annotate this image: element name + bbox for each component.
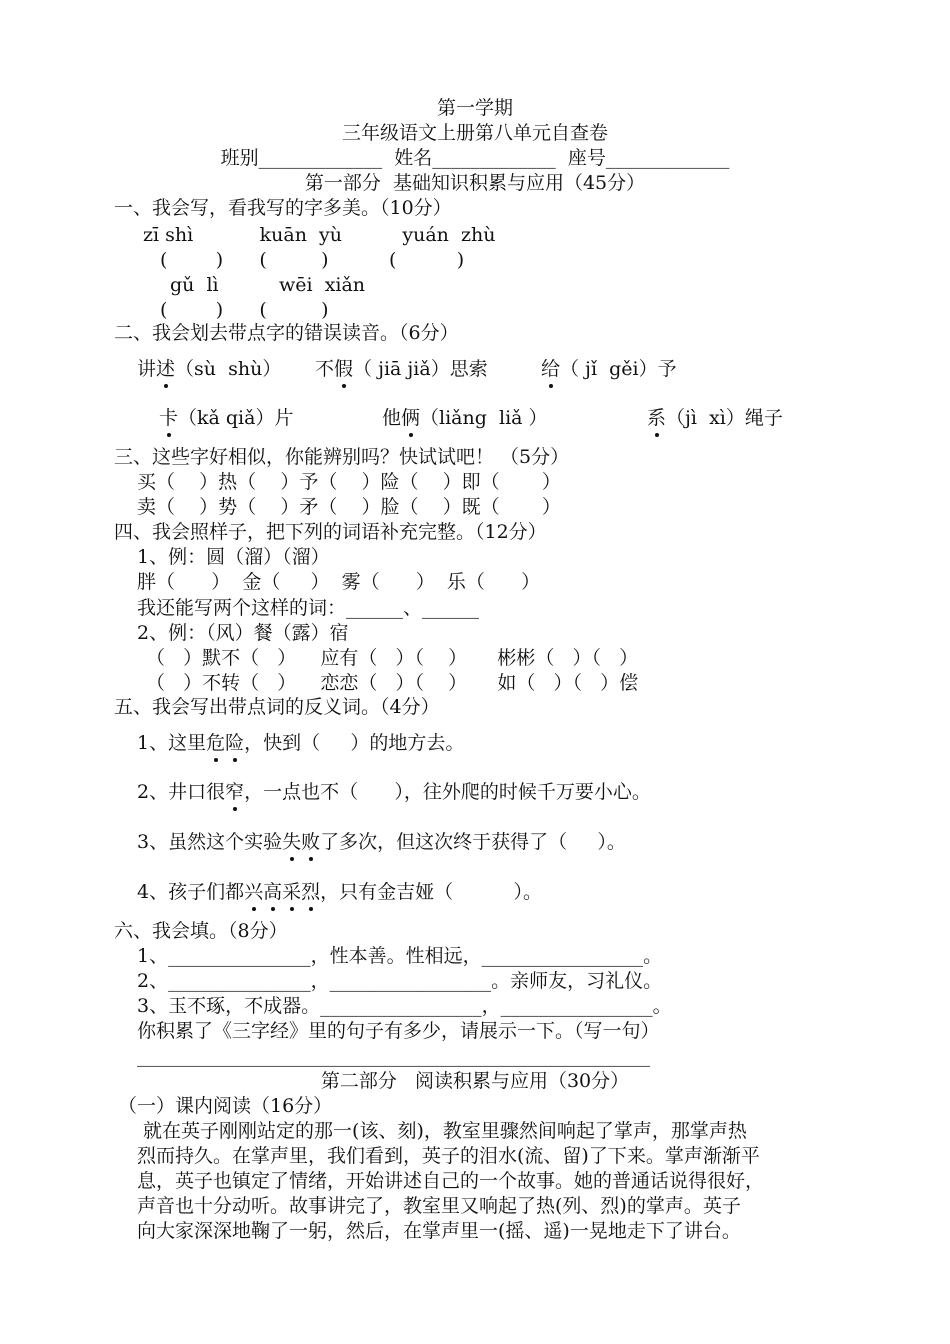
part2-title: 第二部分 阅读积累与应用（30分） (320, 1070, 630, 1092)
q2-item[interactable]: 不假（ jiā jiǎ）思索 (315, 358, 488, 380)
q4-title: 四、我会照样子，把下列的词语补充完整。（12分） (114, 521, 547, 543)
dotted-char: 失 (282, 831, 302, 853)
q1-answer-boxes-row2[interactable]: ( ) ( ) (160, 299, 329, 321)
q2-item[interactable]: 他俩（liǎng liǎ ） (382, 407, 548, 429)
part1-title: 第一部分 基础知识积累与应用（45分） (304, 172, 646, 194)
passage-line: 就在英子刚刚站定的那一(该、刻)，教室里骤然间响起了掌声，那掌声热 (137, 1120, 747, 1142)
section-title: （一）课内阅读（16分） (118, 1095, 333, 1117)
q6-line1[interactable]: 1、_______________，性本善。性相远，_________________。 (137, 945, 663, 967)
dotted-char: 败 (301, 831, 321, 853)
q2-item[interactable]: 讲述（sù shù） (137, 358, 282, 380)
passage-line: 息，英子也镇定了情绪，开始讲述自己的一个故事。她的普通话说得很好， (137, 1170, 765, 1192)
q4-more-words[interactable]: 我还能写两个这样的词：______、______ (137, 597, 480, 619)
q6-answer-line[interactable]: ______________________________________________________ (137, 1045, 650, 1067)
q2-item[interactable]: 卡（kǎ qiǎ）片 (159, 407, 294, 429)
q4-row2[interactable]: （ ）默不（ ） 应有（ ）（ ） 彬彬（ ）（ ） (146, 647, 639, 669)
q2-title: 二、我会划去带点字的错误读音。（6分） (114, 322, 459, 344)
q4-example2: 2、例：（风）餐（露）宿 (137, 622, 349, 644)
q5-sentence[interactable]: 1、这里危险，快到（ ）的地方去。 (137, 732, 465, 754)
dotted-char: 假 (334, 358, 354, 380)
passage-line: 烈而持久。在掌声里，我们看到，英子的泪水(流、留)了下来。掌声渐渐平 (137, 1145, 760, 1167)
dotted-char: 险 (225, 732, 245, 754)
dotted-char: 述 (156, 358, 176, 380)
dotted-char: 系 (647, 407, 667, 429)
q6-title: 六、我会填。（8分） (114, 920, 288, 942)
q6-line2[interactable]: 2、_______________，_________________。亲师友，习礼仪。 (137, 970, 663, 992)
dotted-char: 危 (206, 732, 226, 754)
q5-sentence[interactable]: 2、井口很窄，一点也不（ ），往外爬的时候千万要小心。 (137, 781, 651, 803)
passage-line: 声音也十分动听。故事讲完了，教室里又响起了热(列、烈)的掌声。英子 (137, 1195, 741, 1217)
q2-item[interactable]: 系（jì xì）绳子 (647, 407, 783, 429)
student-fields[interactable]: 班别_____________ 姓名_____________ 座号_____________ (220, 147, 730, 169)
q5-title: 五、我会写出带点词的反义词。（4分） (114, 696, 440, 718)
q3-row2[interactable]: 卖（ ）势（ ）矛（ ）脸（ ）既（ ） (137, 496, 561, 518)
q6-line3[interactable]: 3、玉不琢，不成器。_________________，________________。 (137, 995, 672, 1017)
dotted-char: 采 (282, 881, 302, 903)
q2-item[interactable]: 给（ jǐ gěi）予 (541, 358, 677, 380)
q1-pinyin-row2: gǔ lì wēi xiǎn (170, 274, 366, 296)
dotted-char: 卡 (159, 407, 179, 429)
q3-row1[interactable]: 买（ ）热（ ）予（ ）险（ ）即（ ） (137, 471, 561, 493)
dotted-char: 兴 (244, 881, 264, 903)
dotted-char: 烈 (301, 881, 321, 903)
q1-answer-boxes-row1[interactable]: ( ) ( ) ( ) (160, 249, 465, 271)
q5-sentence[interactable]: 3、虽然这个实验失败了多次，但这次终于获得了（ ）。 (137, 831, 626, 853)
q1-title: 一、我会写，看我写的字多美。（10分） (114, 197, 452, 219)
page-title: 三年级语文上册第八单元自查卷 (341, 122, 608, 144)
term-title: 第一学期 (436, 97, 513, 119)
passage-line: 向大家深深地鞠了一躬，然后，在掌声里一(摇、遥)一晃地走下了讲台。 (137, 1220, 741, 1242)
dotted-char: 俩 (401, 407, 421, 429)
q6-prompt: 你积累了《三字经》里的句子有多少，请展示一下。（写一句） (137, 1020, 660, 1042)
dotted-char: 高 (263, 881, 283, 903)
dotted-char: 给 (541, 358, 561, 380)
dotted-char: 窄 (225, 781, 245, 803)
q3-title: 三、这些字好相似，你能辨别吗？快试试吧！ （5分） (114, 446, 570, 468)
q4-row1[interactable]: 胖（ ） 金（ ） 雾（ ） 乐（ ） (137, 571, 541, 593)
q4-row3[interactable]: （ ）不转（ ） 恋恋（ ）（ ） 如（ ）（ ）偿 (146, 672, 639, 694)
q5-sentence[interactable]: 4、孩子们都兴高采烈，只有金吉娅（ ）。 (137, 881, 543, 903)
q4-example1: 1、例：圆（溜）（溜） (137, 546, 330, 568)
q1-pinyin-row1: zī shì kuān yù yuán zhù (143, 224, 496, 246)
